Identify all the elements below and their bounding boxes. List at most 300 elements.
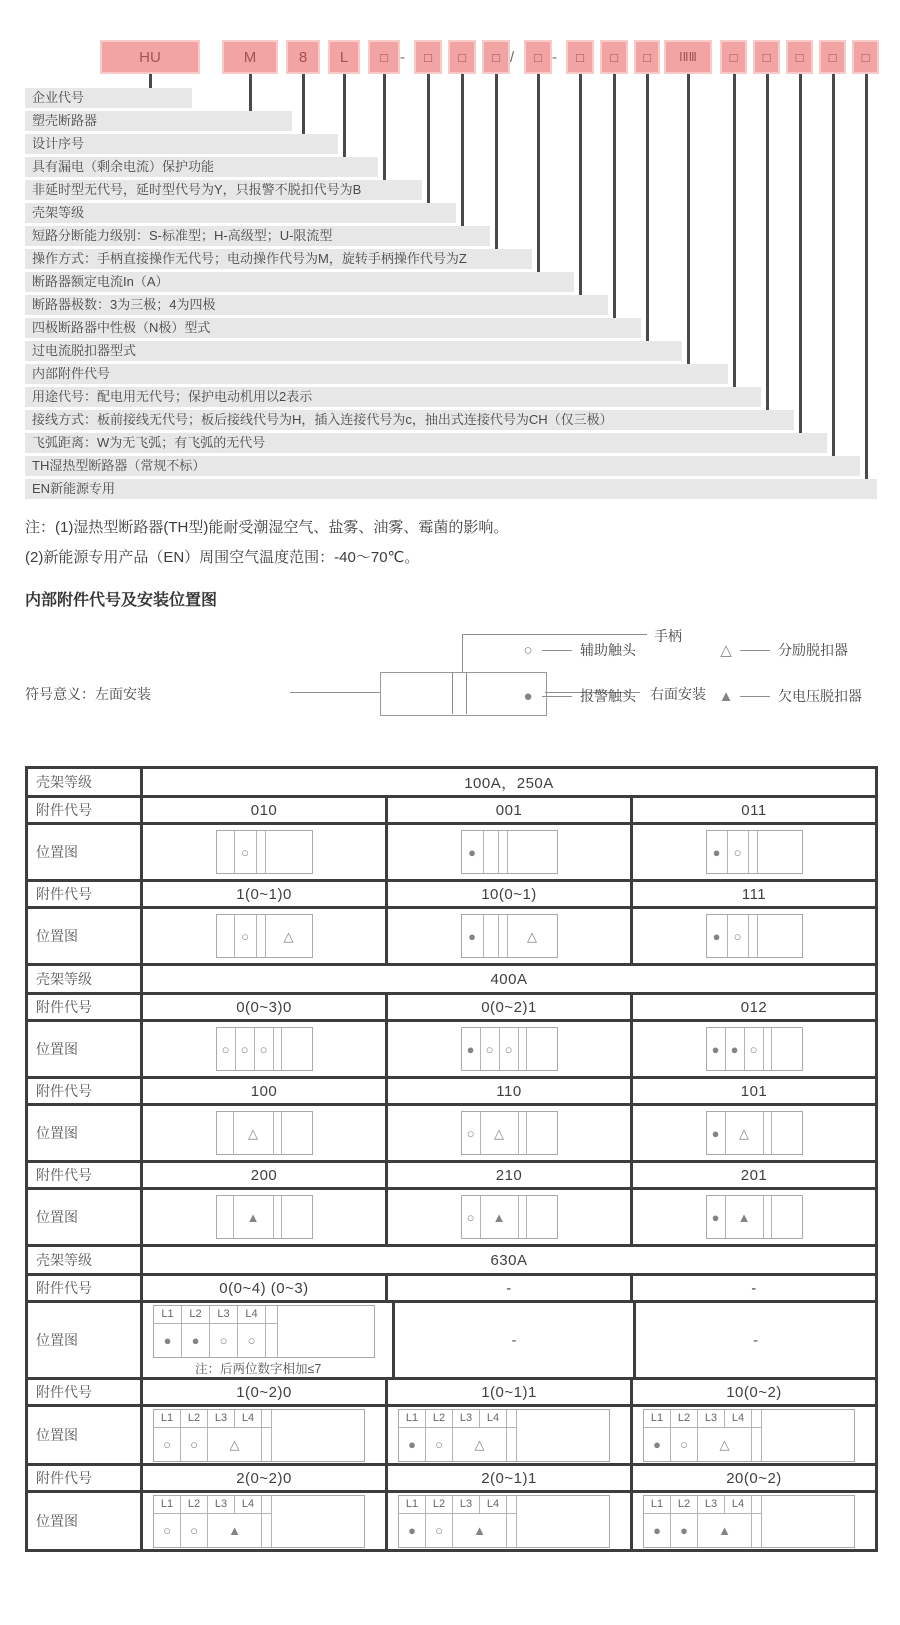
position-diagram-cell xyxy=(633,1303,875,1377)
diagram-symbol: △ xyxy=(527,928,537,944)
row-label-cell: 附件代号 xyxy=(28,1466,140,1490)
diagram-box xyxy=(398,1409,610,1462)
code-description-bar: 内部附件代号 xyxy=(25,364,728,384)
frame-rating-cell: 400A xyxy=(140,966,875,992)
diagram-body-row xyxy=(399,1428,609,1461)
diagram-cell xyxy=(508,831,557,873)
diagram-symbol: ▲ xyxy=(473,1522,486,1538)
accessory-code-cell: 110 xyxy=(385,1079,630,1103)
diagram-cell xyxy=(698,1514,752,1547)
diagram-cell xyxy=(154,1514,181,1547)
diagram-cell xyxy=(507,1514,517,1547)
diagram-cell xyxy=(234,1196,274,1238)
position-diagram xyxy=(216,1111,313,1155)
diagram-cell xyxy=(519,1196,527,1238)
code-description-bar: 企业代号 xyxy=(25,88,192,108)
connector-line xyxy=(461,74,464,226)
position-diagram xyxy=(153,1409,365,1462)
diagram-cell xyxy=(698,1428,752,1461)
diagram-cell xyxy=(728,831,749,873)
note-line-2: (2)新能源专用产品（EN）周围空气温度范围：-40～70℃。 xyxy=(25,549,420,566)
accessory-code-cell: 201 xyxy=(630,1163,875,1187)
diagram-cell xyxy=(481,1112,519,1154)
diagram-symbol: ○ xyxy=(190,1522,198,1538)
code-description-bar: 飞弧距离：W为无飞弧；有飞弧的无代号 xyxy=(25,433,827,453)
model-code-diagram xyxy=(0,0,900,500)
diagram-cell xyxy=(255,1028,274,1070)
position-diagram-cell xyxy=(140,825,385,879)
diagram-cell xyxy=(462,831,484,873)
diagram-body-row xyxy=(154,1324,374,1357)
diagram-symbol: ○ xyxy=(435,1522,443,1538)
code-description-bar: 接线方式：板前接线无代号；板后接线代号为H，插入连接代号为c，抽出式连接代号为CH（仅三极） xyxy=(25,410,794,430)
diagram-symbol: ● xyxy=(468,928,476,944)
phase-label-cell xyxy=(262,1496,272,1514)
position-diagram xyxy=(461,1111,558,1155)
breaker-box-divider xyxy=(452,672,453,714)
diagram-body-row xyxy=(644,1514,854,1547)
accessory-code-row xyxy=(28,1273,875,1300)
diagram-cell xyxy=(182,1324,210,1357)
diagram-cell xyxy=(527,1196,557,1238)
diagram-header-row xyxy=(399,1410,609,1428)
phase-label-cell xyxy=(507,1496,517,1514)
diagram-box xyxy=(153,1409,365,1462)
diagram-header-fill xyxy=(517,1410,609,1428)
accessory-code-row xyxy=(28,1076,875,1103)
diagram-symbol: ○ xyxy=(435,1436,443,1452)
row-label-cell: 附件代号 xyxy=(28,995,140,1019)
row-label-cell: 位置图 xyxy=(28,1407,140,1463)
position-diagram xyxy=(643,1409,855,1462)
diagram-cell xyxy=(217,1196,234,1238)
code-description-bar: 断路器额定电流In（A） xyxy=(25,272,574,292)
legend-dash-line xyxy=(740,696,770,697)
connector-line xyxy=(343,74,346,157)
diagram-cell xyxy=(772,1028,802,1070)
legend-item-label: 分励脱扣器 xyxy=(778,642,848,658)
diagram-symbol: ● xyxy=(466,1041,475,1057)
diagram-cell xyxy=(726,1112,764,1154)
code-description-bar: 过电流脱扣器型式 xyxy=(25,341,682,361)
diagram-header-fill xyxy=(278,1306,374,1324)
accessory-code-cell: 100 xyxy=(140,1079,385,1103)
diagram-cell xyxy=(266,831,312,873)
diagram-cell xyxy=(235,915,257,957)
phase-label-cell xyxy=(752,1496,762,1514)
diagram-symbol: ● xyxy=(711,1041,720,1057)
legend-dash-line xyxy=(542,696,572,697)
diagram-cell xyxy=(426,1428,453,1461)
code-description-bar: 断路器极数：3为三极；4为四极 xyxy=(25,295,608,315)
position-diagram xyxy=(216,1195,313,1239)
phase-label-cell: L2 xyxy=(181,1410,208,1428)
phase-label-cell: L2 xyxy=(671,1410,698,1428)
diagram-body-row xyxy=(399,1514,609,1547)
diagram-cell xyxy=(517,1514,609,1547)
diagram-cell xyxy=(507,1428,517,1461)
accessory-code-cell: 101 xyxy=(630,1079,875,1103)
connector-line xyxy=(495,74,498,249)
diagram-body-row xyxy=(644,1428,854,1461)
row-label-cell: 附件代号 xyxy=(28,1276,140,1300)
legend-item xyxy=(716,640,848,660)
diagram-symbol: ● xyxy=(408,1436,416,1452)
model-code-box: M xyxy=(222,40,278,74)
model-code-box: □ xyxy=(600,40,628,74)
diagram-cell xyxy=(500,1028,519,1070)
phase-label-cell: L2 xyxy=(181,1496,208,1514)
row-label-cell: 位置图 xyxy=(28,1493,140,1549)
row-label-cell: 附件代号 xyxy=(28,1163,140,1187)
diagram-symbol: ○ xyxy=(190,1436,198,1452)
left-install-label: 符号意义：左面安装 xyxy=(25,686,151,702)
phase-label-cell: L2 xyxy=(671,1496,698,1514)
diagram-header-row xyxy=(644,1496,854,1514)
diagram-symbol: ○ xyxy=(733,928,742,944)
diagram-cell xyxy=(707,1196,726,1238)
phase-label-cell: L3 xyxy=(453,1496,480,1514)
diagram-symbol: ○ xyxy=(163,1436,171,1452)
position-diagram xyxy=(398,1409,610,1462)
phase-label-cell xyxy=(507,1410,517,1428)
code-separator: - xyxy=(552,48,557,66)
diagram-cell xyxy=(707,1112,726,1154)
legend-item-label: 欠电压脱扣器 xyxy=(778,688,862,704)
diagram-cell xyxy=(758,915,802,957)
diagram-symbol: ○ xyxy=(733,844,742,860)
connector-line xyxy=(832,74,835,456)
diagram-symbol: ● xyxy=(711,1209,720,1225)
position-diagram xyxy=(643,1495,855,1548)
code-description-bar: 塑壳断路器 xyxy=(25,111,292,131)
position-diagram xyxy=(153,1495,365,1548)
accessory-code-cell: 10(0~1) xyxy=(385,882,630,906)
phase-label-cell: L3 xyxy=(210,1306,238,1324)
model-code-box: □ xyxy=(786,40,813,74)
position-diagram-row xyxy=(28,1490,875,1549)
position-diagram-row xyxy=(28,1019,875,1076)
diagram-header-fill xyxy=(762,1496,854,1514)
position-diagram-cell xyxy=(385,825,630,879)
accessory-code-cell: 001 xyxy=(385,798,630,822)
diagram-cell xyxy=(262,1428,272,1461)
position-diagram-row xyxy=(28,906,875,963)
diagram-header-row xyxy=(154,1306,374,1324)
phase-label-cell: L3 xyxy=(208,1496,235,1514)
row-label-cell: 位置图 xyxy=(28,825,140,879)
code-separator: / xyxy=(510,48,515,66)
accessory-code-row xyxy=(28,1463,875,1490)
phase-label-cell: L1 xyxy=(644,1410,671,1428)
position-diagram xyxy=(461,830,558,874)
diagram-symbol: ● xyxy=(680,1522,688,1538)
position-diagram-cell xyxy=(140,1407,385,1463)
diagram-cell xyxy=(257,915,266,957)
diagram-cell xyxy=(644,1428,671,1461)
diagram-cell xyxy=(764,1196,772,1238)
frame-rating-row xyxy=(28,1244,875,1273)
position-diagram-cell xyxy=(140,1303,392,1377)
diagram-cell xyxy=(762,1428,854,1461)
accessory-code-row xyxy=(28,1160,875,1187)
diagram-cell xyxy=(527,1028,557,1070)
model-code-box: □ xyxy=(448,40,476,74)
diagram-cell xyxy=(282,1196,312,1238)
legend-item xyxy=(716,686,862,706)
diagram-cell xyxy=(154,1324,182,1357)
diagram-cell xyxy=(154,1428,181,1461)
diagram-cell xyxy=(274,1112,282,1154)
position-diagram xyxy=(461,1027,558,1071)
legend-symbol: ● xyxy=(523,687,533,705)
model-code-box: □ xyxy=(524,40,552,74)
legend-item-label: 报警触头 xyxy=(580,688,636,704)
model-code-box: □ xyxy=(566,40,594,74)
code-description-bar: 短路分断能力级别：S-标准型；H-高级型；U-限流型 xyxy=(25,226,490,246)
diagram-cell xyxy=(274,1196,282,1238)
diagram-cell xyxy=(764,1112,772,1154)
connector-line xyxy=(149,74,152,88)
phase-label-cell: L1 xyxy=(399,1496,426,1514)
position-diagram-cell xyxy=(630,825,875,879)
connector-line xyxy=(687,74,690,364)
diagram-cell xyxy=(671,1428,698,1461)
diagram-cell xyxy=(726,1196,764,1238)
diagram-header-row xyxy=(399,1496,609,1514)
position-diagram xyxy=(706,1027,803,1071)
accessory-code-cell: 1(0~1)0 xyxy=(140,882,385,906)
diagram-symbol: ○ xyxy=(241,844,249,860)
diagram-symbol: ○ xyxy=(241,928,249,944)
diagram-cell xyxy=(519,1112,527,1154)
diagram-cell xyxy=(749,831,758,873)
position-diagram xyxy=(706,830,803,874)
diagram-cell xyxy=(462,1112,481,1154)
row-label-cell: 位置图 xyxy=(28,1106,140,1160)
diagram-cell xyxy=(181,1514,208,1547)
code-description-bar: 用途代号：配电用无代号；保护电动机用以2表示 xyxy=(25,387,761,407)
phase-label-cell: L4 xyxy=(235,1410,262,1428)
diagram-symbol: ○ xyxy=(680,1436,688,1452)
diagram-cell xyxy=(752,1428,762,1461)
model-code-box: ⅠⅡⅢ xyxy=(664,40,712,74)
phase-label-cell xyxy=(262,1410,272,1428)
position-diagram xyxy=(706,914,803,958)
diagram-cell xyxy=(266,1324,278,1357)
legend-diagram xyxy=(0,624,900,752)
diagram-cell xyxy=(235,831,257,873)
diagram-cell xyxy=(234,1112,274,1154)
handle-label: 手柄 xyxy=(654,628,682,644)
diagram-cell xyxy=(749,915,758,957)
diagram-header-fill xyxy=(517,1496,609,1514)
row-label-cell: 位置图 xyxy=(28,1190,140,1244)
accessory-code-cell: 210 xyxy=(385,1163,630,1187)
diagram-symbol: △ xyxy=(474,1436,485,1452)
phase-label-cell xyxy=(752,1410,762,1428)
diagram-box xyxy=(643,1495,855,1548)
position-diagram-row xyxy=(28,1404,875,1463)
position-diagram xyxy=(706,1111,803,1155)
no-option-dash: - xyxy=(511,1331,517,1349)
diagram-cell xyxy=(762,1514,854,1547)
diagram-cell xyxy=(484,831,499,873)
accessory-code-cell: 011 xyxy=(630,798,875,822)
legend-item-label: 辅助触头 xyxy=(580,642,636,658)
position-diagram-cell xyxy=(630,1407,875,1463)
phase-label-cell: L2 xyxy=(182,1306,210,1324)
diagram-cell xyxy=(481,1028,500,1070)
diagram-cell xyxy=(527,1112,557,1154)
diagram-symbol: △ xyxy=(739,1125,749,1141)
position-diagram-row xyxy=(28,1300,875,1377)
phase-label-cell: L3 xyxy=(698,1496,725,1514)
diagram-symbol: △ xyxy=(283,928,294,944)
diagram-cell xyxy=(274,1028,282,1070)
connector-line xyxy=(579,74,582,295)
row-label-cell: 位置图 xyxy=(28,909,140,963)
diagram-symbol: ○ xyxy=(749,1041,758,1057)
diagram-symbol: ● xyxy=(711,1125,720,1141)
diagram-symbol: ▲ xyxy=(737,1209,751,1225)
no-option-dash: - xyxy=(753,1331,759,1349)
accessory-code-cell: - xyxy=(630,1276,875,1300)
code-description-bar: EN新能源专用 xyxy=(25,479,877,499)
diagram-cell xyxy=(508,915,557,957)
position-diagram-row xyxy=(28,1103,875,1160)
position-diagram-cell xyxy=(385,1407,630,1463)
connector-line xyxy=(646,74,649,341)
diagram-cell xyxy=(262,1514,272,1547)
diagram-symbol: ○ xyxy=(485,1041,494,1057)
position-diagram xyxy=(216,830,313,874)
code-description-bar: 壳架等级 xyxy=(25,203,456,223)
position-diagram-cell xyxy=(385,909,630,963)
code-description-bar: 具有漏电（剩余电流）保护功能 xyxy=(25,157,378,177)
diagram-header-row xyxy=(154,1496,364,1514)
accessory-code-cell: 0(0~4) (0~3) xyxy=(140,1276,385,1300)
accessory-code-cell: 0(0~2)1 xyxy=(385,995,630,1019)
diagram-cell xyxy=(517,1428,609,1461)
accessory-code-row xyxy=(28,795,875,822)
phase-label-cell: L4 xyxy=(235,1496,262,1514)
diagram-box xyxy=(153,1305,375,1358)
diagram-symbol: ● xyxy=(468,844,476,860)
position-diagram-cell xyxy=(630,909,875,963)
diagram-cell xyxy=(499,831,508,873)
model-code-box: 8 xyxy=(286,40,320,74)
phase-label-cell: L4 xyxy=(238,1306,266,1324)
diagram-cell xyxy=(217,831,235,873)
phase-label-cell: L3 xyxy=(208,1410,235,1428)
accessory-code-cell: 111 xyxy=(630,882,875,906)
diagram-cell xyxy=(272,1428,364,1461)
diagram-symbol: ○ xyxy=(219,1332,228,1348)
section-title: 内部附件代号及安装位置图 xyxy=(25,592,218,609)
diagram-cell xyxy=(484,915,499,957)
phase-label-cell: L4 xyxy=(725,1410,752,1428)
model-code-box: □ xyxy=(482,40,510,74)
diagram-cell xyxy=(181,1428,208,1461)
diagram-symbol: ▲ xyxy=(228,1522,241,1538)
diagram-cell xyxy=(462,1196,481,1238)
diagram-cell xyxy=(772,1112,802,1154)
model-code-box: □ xyxy=(852,40,879,74)
diagram-cell xyxy=(453,1514,507,1547)
position-diagram-cell xyxy=(385,1190,630,1244)
connector-line xyxy=(733,74,736,387)
diagram-header-row xyxy=(154,1410,364,1428)
accessory-table xyxy=(25,766,878,1552)
diagram-header-fill xyxy=(272,1410,364,1428)
row-label-cell: 壳架等级 xyxy=(28,769,140,795)
diagram-cell xyxy=(519,1028,527,1070)
diagram-cell xyxy=(772,1196,802,1238)
diagram-symbol: ○ xyxy=(466,1209,475,1225)
row-label-cell: 附件代号 xyxy=(28,798,140,822)
accessory-code-cell: 200 xyxy=(140,1163,385,1187)
diagram-cell xyxy=(210,1324,238,1357)
diagram-cell xyxy=(728,915,749,957)
position-diagram-cell xyxy=(385,1106,630,1160)
diagram-symbol: ○ xyxy=(247,1332,256,1348)
diagram-symbol: ○ xyxy=(466,1125,475,1141)
position-diagram xyxy=(461,914,558,958)
diagram-cell xyxy=(453,1428,507,1461)
note-line-1: 注：(1)湿热型断路器(TH型)能耐受潮湿空气、盐雾、油雾、霉菌的影响。 xyxy=(25,519,509,536)
diagram-cell xyxy=(278,1324,374,1357)
connector-line xyxy=(766,74,769,410)
legend-symbol: △ xyxy=(720,642,732,659)
left-install-line xyxy=(290,692,380,693)
connector-line xyxy=(302,74,305,134)
diagram-cell xyxy=(644,1514,671,1547)
diagram-cell xyxy=(282,1112,312,1154)
position-diagram xyxy=(153,1305,375,1376)
diagram-symbol: ▲ xyxy=(718,1522,731,1538)
right-install-label: 右面安装 xyxy=(650,686,706,702)
code-description-bar: 四极断路器中性极（N极）型式 xyxy=(25,318,641,338)
model-code-box: □ xyxy=(414,40,442,74)
diagram-header-fill xyxy=(762,1410,854,1428)
position-diagram-cell xyxy=(392,1303,634,1377)
diagram-cell xyxy=(238,1324,266,1357)
accessory-code-cell: 10(0~2) xyxy=(630,1380,875,1404)
model-code-box: HU xyxy=(100,40,200,74)
type-notes xyxy=(25,516,900,567)
diagram-cell xyxy=(257,831,266,873)
diagram-body-row xyxy=(154,1428,364,1461)
frame-rating-cell: 100A，250A xyxy=(140,769,875,795)
phase-label-cell: L3 xyxy=(453,1410,480,1428)
diagram-symbol: ● xyxy=(712,844,721,860)
accessory-code-cell: 012 xyxy=(630,995,875,1019)
phase-label-cell: L4 xyxy=(480,1496,507,1514)
diagram-cell xyxy=(217,915,235,957)
row-label-cell: 壳架等级 xyxy=(28,1247,140,1273)
diagram-cell xyxy=(217,1112,234,1154)
diagram-cell xyxy=(462,1028,481,1070)
diagram-box xyxy=(398,1495,610,1548)
diagram-symbol: ● xyxy=(163,1332,172,1348)
connector-line xyxy=(249,74,252,111)
diagram-header-fill xyxy=(272,1496,364,1514)
frame-rating-row xyxy=(28,963,875,992)
position-diagram-cell xyxy=(140,1493,385,1549)
diagram-note: 注：后两位数字相加≤7 xyxy=(195,1361,322,1376)
accessory-code-cell: - xyxy=(385,1276,630,1300)
